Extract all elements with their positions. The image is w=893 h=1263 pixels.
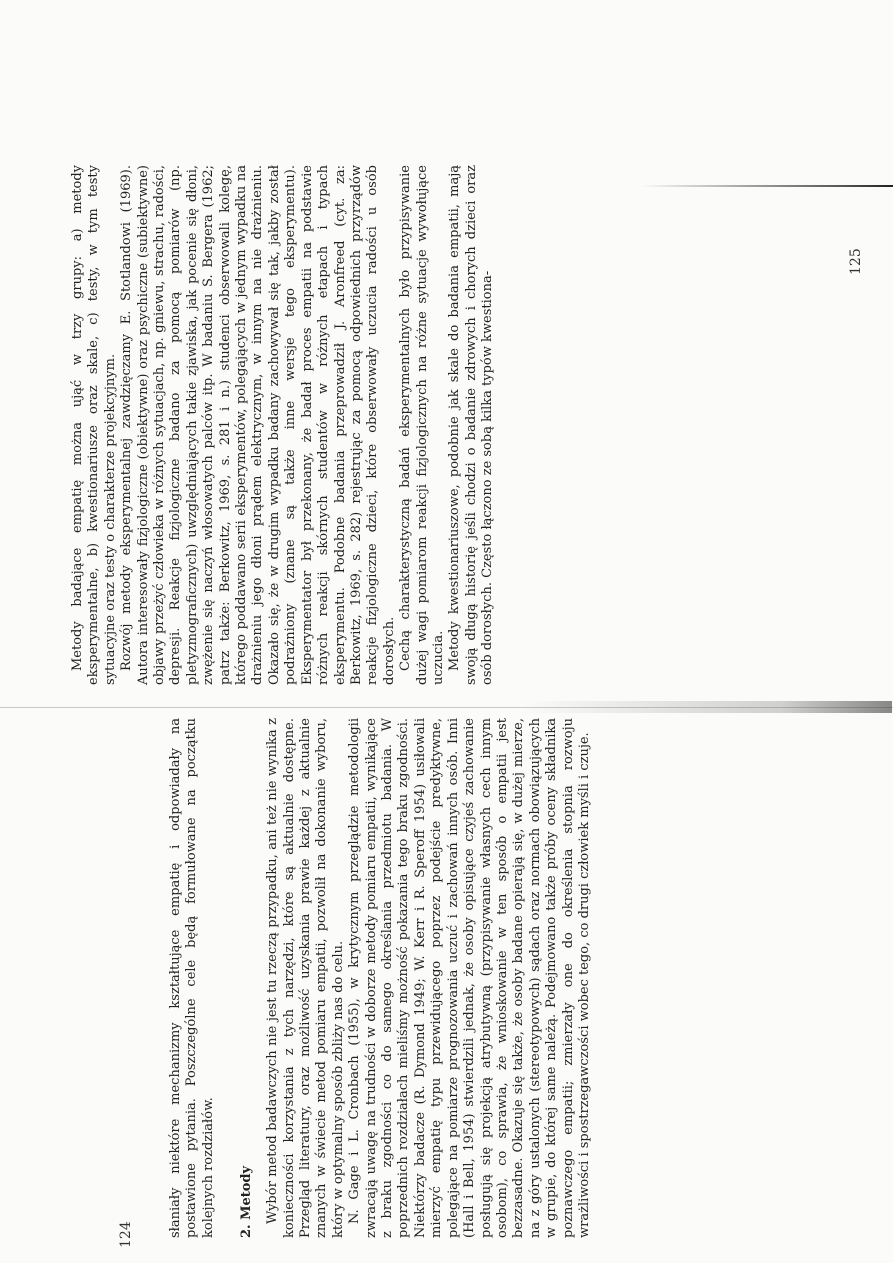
right-paragraph-2: zawdzięczamy E. Stotlandowi (1969). Autora interesowały fizjologiczne (obiektywne) oraz psychiczne (subiektywne) objawy przeżyć człowieka w różnych sytuacjach, np. gniewu, strachu, radości, depresji. Reakcje fizjologiczne badano za pomocą pomiarów (np. pletyzmograficznych) uwzględniających takie zjawiska, jak pocenie się dłoni, zwężenie się naczyń włosowatych palców itp. W badaniu S. Bergera (1962; patrz także: Berkowitz, 1969, s. 281 i n.) studenci obserwowali kolegę, którego poddawano serii eksperymentów, polegających w jednym wypadku na drażnieniu jego dłoni prądem elektrycznym, w innym na nie drażnieniu. Okazało się, że w drugim wypadku badany zachowywał się tak, jakby został podrażniony (znane są także inne wersje tego eksperymentu). Eksperymentator był przekonany, że badał proces empatii na podstawie różnych reakcji skórnych studentów w różnych etapach i typach eksperymentu. Podobne badania przeprowadził J. Aronfreed (cyt. za: Berkowitz, 1969, s. 282) rejestrując za pomocą odpowiednich przyrządów reakcje fizjologiczne dzieci, które obserwowały uczucia radości u osób dorosłych. xyxy=(119,164,397,685)
left-page xyxy=(168,718,838,1238)
section-heading: 2. Metody xyxy=(239,1165,255,1238)
right-page-number: 125 xyxy=(848,248,864,275)
right-paragraph-1: Metody badające empatię można ująć w trzy grupy: a) metody eksperymentalne, b) kwestionariusze oraz skale, c) testy, w tym testy sytuacyjne oraz testy o charakterze projekcyjnym. xyxy=(70,165,118,685)
right-paragraph-3: Cechą charakterystyczną badań eksperymentalnych było przypisywanie dużej wagi pomiarom reakcji fizjologicznych na różne sytuacje wywołujące uczucia. xyxy=(398,165,446,685)
subsection-label: Rozwój metody eksperymentalnej xyxy=(119,437,135,671)
left-paragraph-1: Wybór metod badawczych nie jest tu rzeczą przypadku, ani też nie wynika z konieczności korzystania z tych narzędzi, które są aktualnie dostępne. Przegląd literatury, oraz możliwość uzyskania prawie każdej z aktualnie znanych w świecie metod pomiaru empatii, pozwolił na dokonanie wyboru, który w optymalny sposób zbliży nas do celu. xyxy=(265,718,346,1238)
page-fold xyxy=(0,697,893,717)
right-paragraph-4: Metody kwestionariuszowe, podobnie jak skale do badania empatii, mają swoją długą historię jeśli chodzi o badanie zdrowych i chorych dzieci oraz osób dorosłych. Często łączono ze sobą kilka typów kwestiona- xyxy=(447,165,496,685)
left-paragraph-2: N. Gage i L. Cronbach (1955), w krytycznym przeglądzie metodologii zwracają uwagę na trudności w doborze metody pomiaru empatii, wynikające z braku zgodności co do samego określania przedmiotu badania. W poprzednich rozdziałach mieliśmy możność pokazania tego braku zgodności. Niektórzy badacze (R. Dymond 1949; W. Kerr i R. Speroff 1954) usiłowali mierzyć empatię typu przewidującego poprzez podejście predyktywne, polegające na pomiarze prognozowania uczuć i zachowań innych osób. Inni (Hall i Bell, 1954) stwierdzili jednak, że osoby opisujące czyjeś zachowanie posługują się projekcją atrybutywną (przypisywanie własnych cech innym osobom), co sprawia, że wnioskowanie w ten sposób o empatii jest bezzasadne. Okazuje się także, że osoby badane opierają się, w dużej mierze, na z góry ustalonych (stereotypowych) sądach oraz normach obowiązujących w grupie, do której same należą. Podejmowano także próby oceny składnika poznawczego empatii; zmierzały one do określenia stopnia rozwoju wrażliwości i spostrzegawczości wobec tego, co drugi człowiek myśli i czuje. xyxy=(347,718,592,1238)
left-intro-paragraph: słaniały niektóre mechanizmy kształtujące empatię i odpowiadały na postawione pytania. Poszczególne cele będą formułowane na początku kolejnych rozdziałów. xyxy=(168,718,216,1238)
right-page xyxy=(70,165,850,685)
left-page-number: 124 xyxy=(118,1221,134,1248)
